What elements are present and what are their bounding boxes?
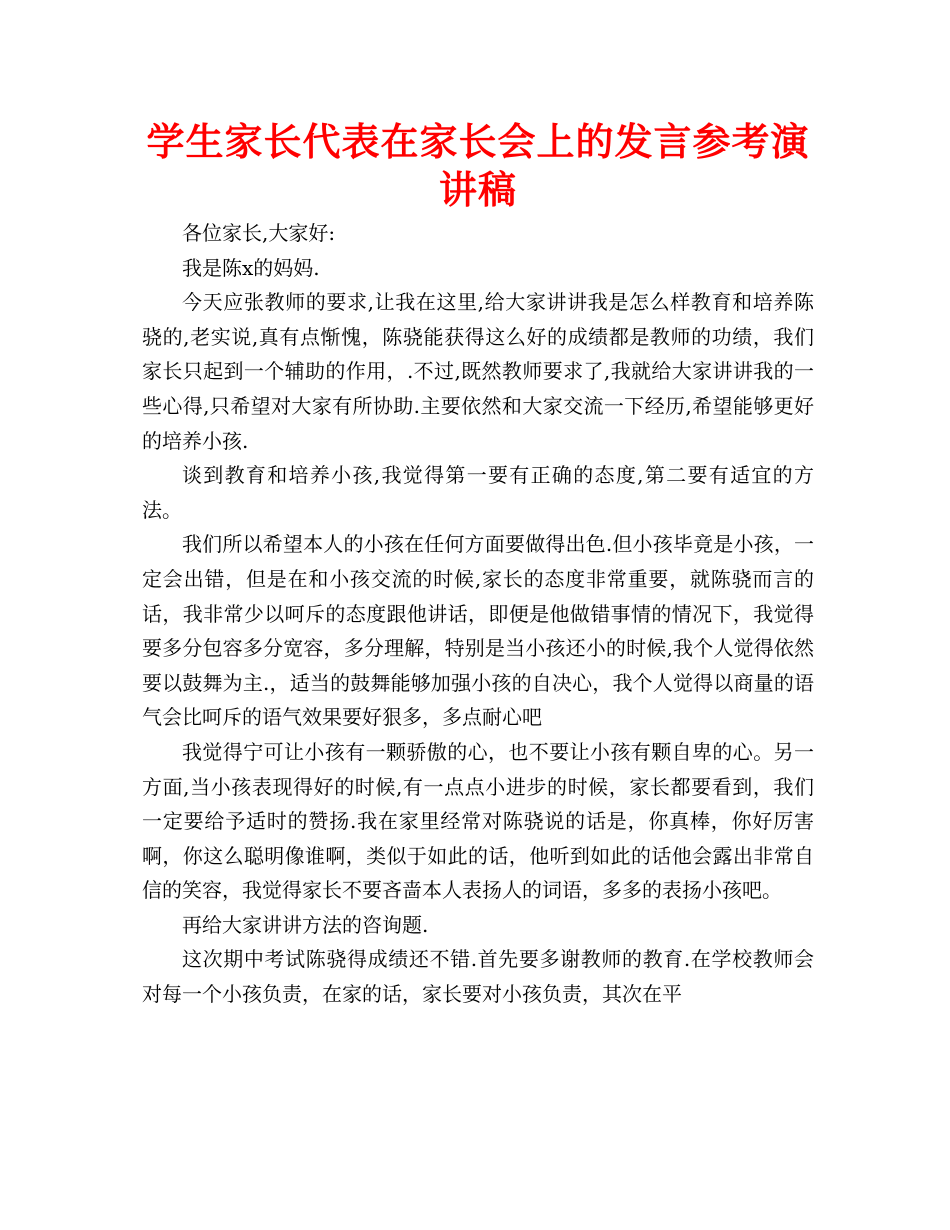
paragraph-praise: 我觉得宁可让小孩有一颗骄傲的心，也不要让小孩有颗自卑的心。另一方面,当小孩表现得好的时候,有一点点小进步的时候，家长都要看到，我们一定要给予适时的赞扬.我在家里经常对陈骁说的话是，你真棒，你好厉害啊，你这么聪明像谁啊，类似于如此的话，他听到如此的话他会露出非常自信的笑容，我觉得家长不要吝啬本人表扬人的词语，多多的表扬小孩吧。 [142,739,814,903]
paragraph-encouragement: 我们所以希望本人的小孩在任何方面要做得出色.但小孩毕竟是小孩，一定会出错，但是在和小孩交流的时候,家长的态度非常重要，就陈骁而言的话，我非常少以呵斥的态度跟他讲话，即便是他做错事情的情况下，我觉得要多分包容多分宽容，多分理解，特别是当小孩还小的时候,我个人觉得依然要以鼓舞为主.，适当的鼓舞能够加强小孩的自决心，我个人觉得以商量的语气会比呵斥的语气效果要好狠多，多点耐心吧 [142,532,814,730]
paragraph-intro: 我是陈x的妈妈. [182,255,320,280]
paragraph-greeting: 各位家长,大家好: [182,221,336,245]
paragraph-attitude: 谈到教育和培养小孩,我觉得第一要有正确的态度,第二要有适宜的方法。 [142,463,814,522]
paragraph-exam: 这次期中考试陈骁得成绩还不错.首先要多谢教师的教育.在学校教师会对每一个小孩负责，在家的话，家长要对小孩负责，其次在平 [142,947,814,1007]
paragraph-method-heading: 再给大家讲讲方法的咨询题. [182,912,429,937]
document-page [142,118,814,1012]
paragraph-request: 今天应张教师的要求,让我在这里,给大家讲讲我是怎么样教育和培养陈骁的,老实说,真有点惭愧，陈骁能获得这么好的成绩都是教师的功绩，我们家长只起到一个辅助的作用，.不过,既然教师要求了,我就给大家讲讲我的一些心得,只希望对大家有所协助.主要依然和大家交流一下经历,希望能够更好的培养小孩. [142,290,814,453]
document-title: 学生家长代表在家长会上的发言参考演讲稿 [146,119,810,212]
